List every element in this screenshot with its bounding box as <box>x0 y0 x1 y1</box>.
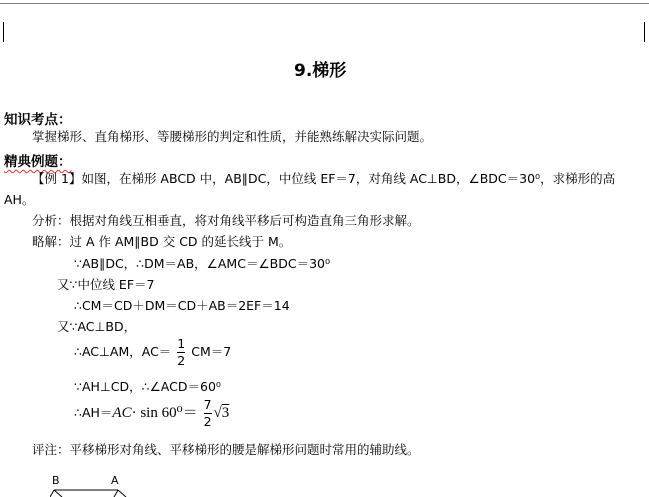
trapezoid-figure <box>50 486 130 497</box>
page-title: 9.梯形 <box>294 61 347 81</box>
step7-sin: · sin 60⁰＝ <box>131 405 198 421</box>
fraction-numerator: 1 <box>177 336 186 351</box>
solution-step-2: 又∵中位线 EF＝7 <box>57 277 155 292</box>
page-top-border <box>0 3 649 4</box>
figure-line-diagonal-bd <box>54 490 62 497</box>
figure-line-diagonal-ac <box>114 490 118 497</box>
left-margin-mark <box>3 22 4 42</box>
knowledge-heading: 知识考点： <box>4 112 72 128</box>
fraction-numerator: 7 <box>203 397 212 412</box>
step7-ac: AC <box>112 405 132 421</box>
figure-line-right-leg <box>118 490 126 497</box>
right-margin-mark <box>644 22 645 42</box>
solution-step-7 <box>74 398 229 429</box>
step7-prefix: ∴AH＝ <box>74 405 113 420</box>
comment-text: 评注：平移梯形对角线、平移梯形的腰是解梯形问题时常用的辅助线。 <box>32 442 420 457</box>
fraction-denominator: 2 <box>203 414 212 429</box>
example-problem-line2: AH。 <box>4 192 35 207</box>
fraction-one-half <box>177 337 185 368</box>
analysis-text: 分析：根据对角线互相垂直，将对角线平移后可构造直角三角形求解。 <box>32 213 420 228</box>
figure-line-left-leg <box>50 490 54 497</box>
examples-heading: 精典例题： <box>4 154 72 170</box>
figure-label-a: A <box>111 474 119 487</box>
sqrt-radicand: 3 <box>221 405 230 421</box>
knowledge-text: 掌握梯形、直角梯形、等腰梯形的判定和性质，并能熟练解决实际问题。 <box>32 129 433 144</box>
fraction-denominator: 2 <box>177 353 186 368</box>
solution-step-3: ∴CM＝CD＋DM＝CD＋AB＝2EF＝14 <box>74 298 290 313</box>
sqrt-symbol: √ <box>213 405 222 421</box>
solution-step-1: ∵AB∥DC，∴DM＝AB，∠AMC＝∠BDC＝30⁰ <box>74 256 330 271</box>
solution-intro: 略解：过 A 作 AM∥BD 交 CD 的延长线于 M。 <box>32 234 292 249</box>
figure-label-b: B <box>52 474 60 487</box>
step5-prefix: ∴AC⊥AM，AC＝ <box>74 344 172 359</box>
fraction-seven-halves <box>204 398 212 429</box>
solution-step-4: 又∵AC⊥BD， <box>57 319 137 334</box>
example-problem-text: 如图，在梯形 ABCD 中，AB∥DC，中位线 EF＝7，对角线 AC⊥BD，∠BDC＝30⁰，求梯形的高 <box>81 171 616 186</box>
solution-step-5 <box>74 337 231 368</box>
example-label: 【例 1】 <box>32 171 82 186</box>
example-problem-line1 <box>32 171 615 187</box>
solution-step-6: ∵AH⊥CD，∴∠ACD＝60⁰ <box>74 379 221 394</box>
step5-suffix: CM＝7 <box>191 344 232 359</box>
